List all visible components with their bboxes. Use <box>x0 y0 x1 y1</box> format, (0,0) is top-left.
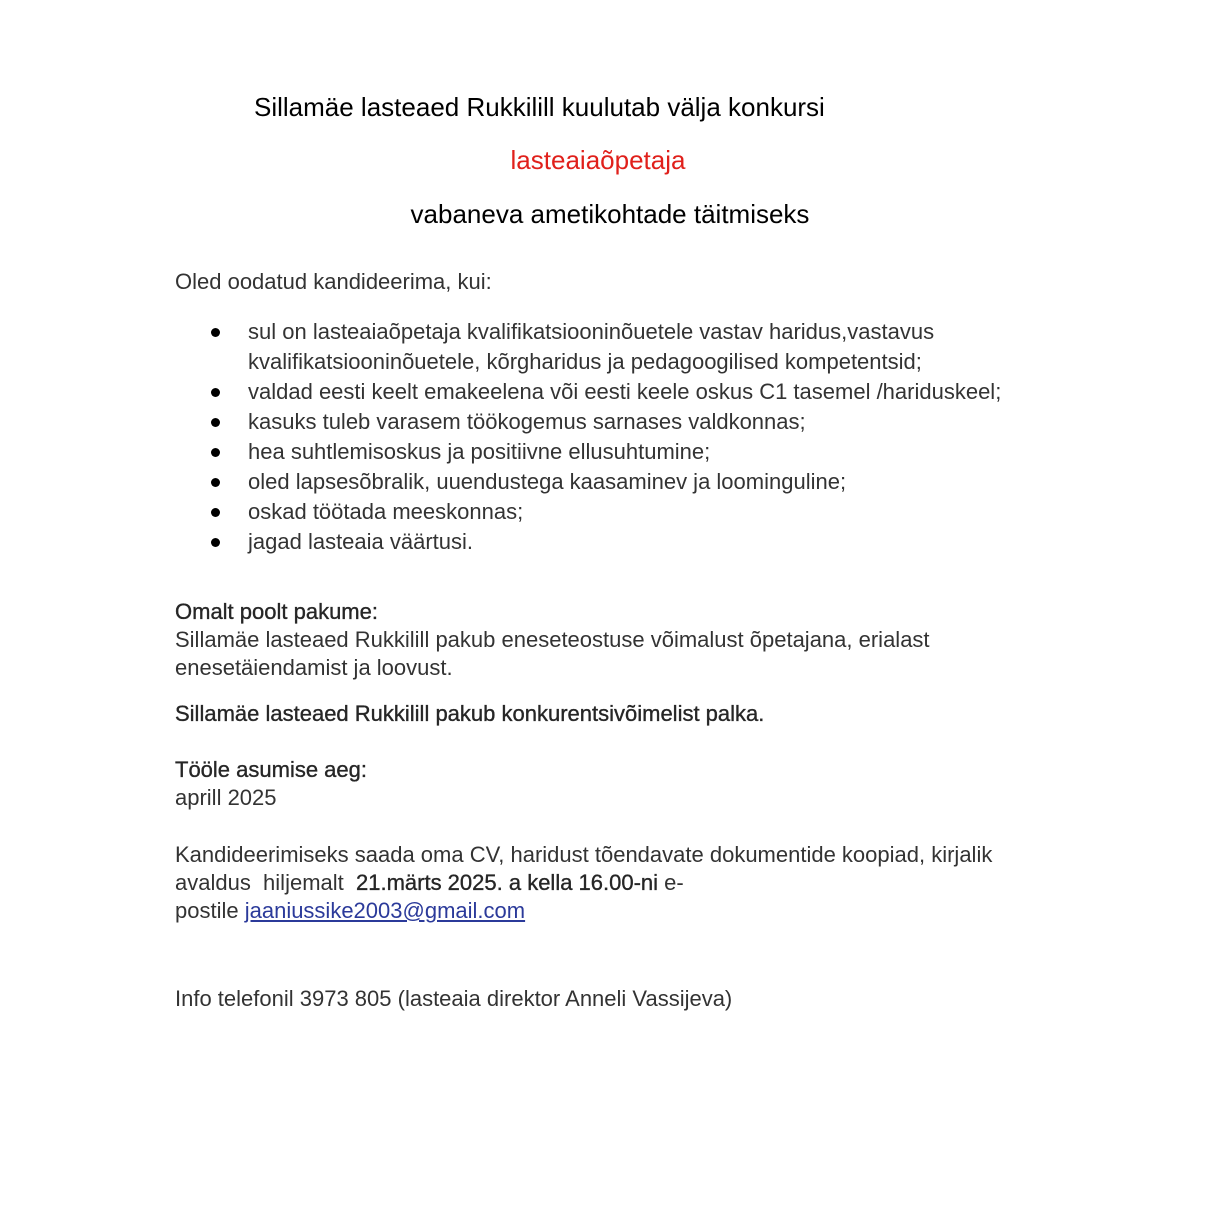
offer-heading: Omalt poolt pakume: <box>175 599 378 624</box>
list-item <box>175 317 1105 377</box>
position-title: lasteaiaõpetaja <box>510 145 686 175</box>
bullet-icon <box>211 328 220 337</box>
bullet-icon <box>211 388 220 397</box>
list-item-text-continued: kvalifikatsiooninõuetele, kõrgharidus ja pedagoogilised kompetentsid; <box>248 349 922 374</box>
requirements-intro: Oled oodatud kandideerima, kui: <box>175 269 492 294</box>
offer-text-line: Sillamäe lasteaed Rukkilill pakub eneseteostuse võimalust õpetajana, erialast <box>175 627 930 652</box>
list-item-text: hea suhtlemisoskus ja positiivne ellusuhtumine; <box>248 439 711 464</box>
list-item-text: valdad eesti keelt emakeelena või eesti keele oskus C1 tasemel /hariduskeel; <box>248 379 1002 404</box>
start-date-heading: Tööle asumise aeg: <box>175 757 367 782</box>
application-text: e- <box>658 870 684 895</box>
contact-info: Info telefonil 3973 805 (lasteaia direktor Anneli Vassijeva) <box>175 986 733 1011</box>
application-text: postile <box>175 898 245 923</box>
salary-statement: Sillamäe lasteaed Rukkilill pakub konkurentsivõimelist palka. <box>175 701 765 726</box>
list-item <box>175 407 1105 437</box>
list-item-text: jagad lasteaia väärtusi. <box>248 529 474 554</box>
posting-title: Sillamäe lasteaed Rukkilill kuulutab välja konkursi <box>254 92 825 122</box>
list-item-text: sul on lasteaiaõpetaja kvalifikatsiooninõuetele vastav haridus,vastavus <box>248 319 935 344</box>
posting-subtitle: vabaneva ametikohtade täitmiseks <box>410 199 810 229</box>
list-item-text: kasuks tuleb varasem töökogemus sarnases valdkonnas; <box>248 409 806 434</box>
list-item-text: oled lapsesõbralik, uuendustega kaasaminev ja loominguline; <box>248 469 847 494</box>
offer-text <box>175 626 1105 682</box>
application-line <box>175 869 1105 897</box>
list-item-text: oskad töötada meeskonnas; <box>248 499 524 524</box>
email-link[interactable]: jaaniussike2003@gmail.com <box>244 898 526 923</box>
application-instructions <box>175 841 1105 925</box>
start-date-value: aprill 2025 <box>175 785 277 810</box>
bullet-icon <box>211 418 220 427</box>
bullet-icon <box>211 538 220 547</box>
list-item <box>175 377 1105 407</box>
application-text: avaldus hiljemalt <box>175 870 356 895</box>
requirements-list <box>175 317 1105 557</box>
bullet-icon <box>211 448 220 457</box>
list-item <box>175 467 1105 497</box>
bullet-icon <box>211 478 220 487</box>
application-line <box>175 897 1105 925</box>
list-item <box>175 497 1105 527</box>
list-item <box>175 527 1105 557</box>
bullet-icon <box>211 508 220 517</box>
offer-text-line: enesetäiendamist ja loovust. <box>175 655 453 680</box>
application-line: Kandideerimiseks saada oma CV, haridust tõendavate dokumentide koopiad, kirjalik <box>175 842 993 867</box>
list-item <box>175 437 1105 467</box>
deadline: 21.märts 2025. a kella 16.00-ni <box>355 870 659 895</box>
